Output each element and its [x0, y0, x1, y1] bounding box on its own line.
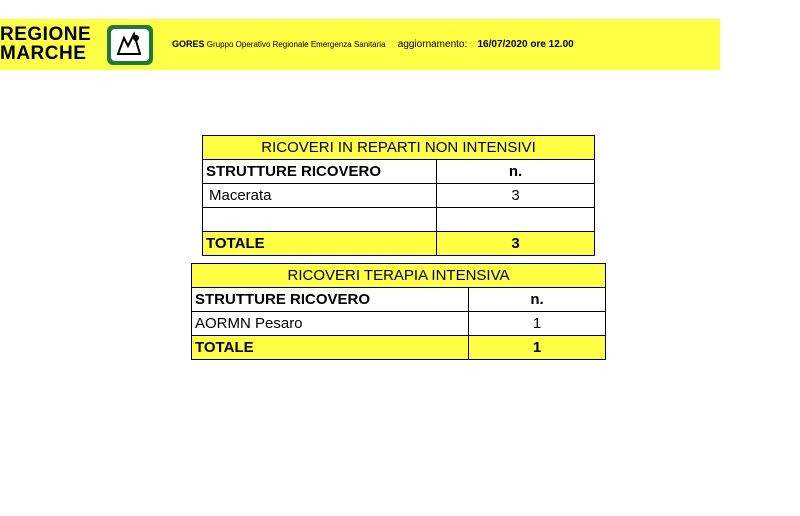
cell-structure [203, 208, 437, 232]
header-info [172, 39, 574, 50]
regione-marche-logo-icon [106, 24, 154, 66]
table-row [203, 208, 595, 232]
col-header-structure: STRUTTURE RICOVERO [192, 288, 469, 312]
cell-count [437, 208, 595, 232]
table-intensive [191, 263, 606, 360]
update-value: 16/07/2020 ore 12.00 [477, 39, 574, 50]
col-header-count: n. [437, 160, 595, 184]
cell-structure: AORMN Pesaro [192, 312, 469, 336]
table-intensive-title: RICOVERI TERAPIA INTENSIVA [192, 264, 606, 288]
table-non-intensive-title: RICOVERI IN REPARTI NON INTENSIVI [203, 136, 595, 160]
org-abbr: GORES [172, 39, 205, 49]
total-value: 3 [437, 232, 595, 256]
col-header-structure: STRUTTURE RICOVERO [203, 160, 437, 184]
total-label: TOTALE [203, 232, 437, 256]
table-non-intensive [202, 135, 595, 256]
cell-count: 1 [469, 312, 606, 336]
table-row [203, 184, 595, 208]
cell-structure: Macerata [203, 184, 437, 208]
header-banner [0, 19, 720, 70]
table-row [192, 312, 606, 336]
total-value: 1 [469, 336, 606, 360]
cell-count: 3 [437, 184, 595, 208]
regione-marche-logo-text: REGIONE MARCHE [0, 24, 92, 64]
col-header-count: n. [469, 288, 606, 312]
total-label: TOTALE [192, 336, 469, 360]
org-full: Gruppo Operativo Regionale Emergenza Sanitaria [206, 40, 386, 49]
update-label: aggiornamento: [397, 39, 468, 50]
